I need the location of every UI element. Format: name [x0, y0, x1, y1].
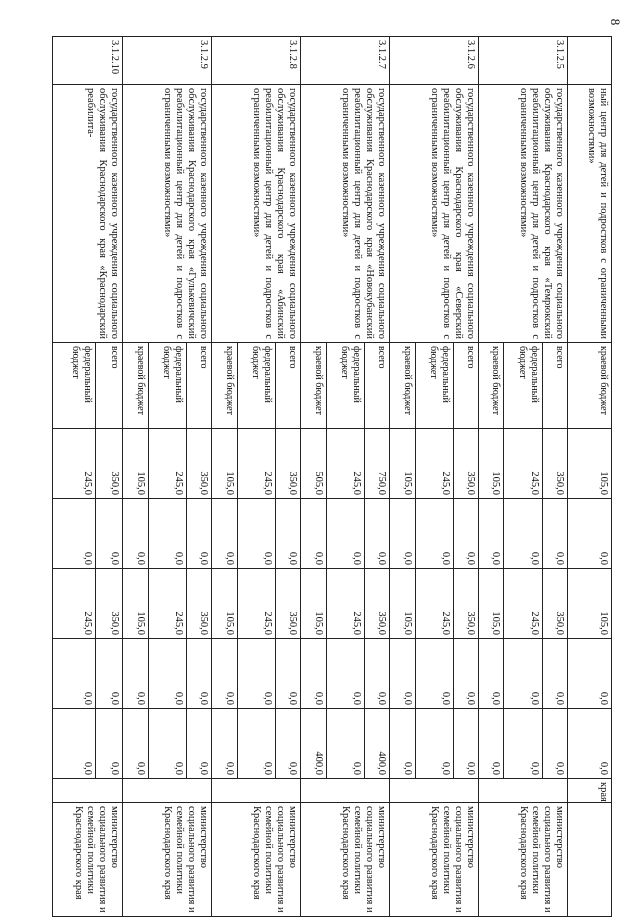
- amount-year-1: 0,0: [53, 499, 96, 569]
- funding-source: федеральный бюджет: [415, 343, 454, 429]
- amount-year-3: 0,0: [542, 639, 567, 709]
- amount-year-4: 0,0: [326, 709, 365, 779]
- amount-year-1: 0,0: [326, 499, 365, 569]
- amount-year-3: 0,0: [479, 639, 504, 709]
- funding-source: всего: [276, 343, 301, 429]
- amount-year-3: 0,0: [53, 639, 96, 709]
- amount-total: 105,0: [212, 429, 237, 499]
- amount-year-1: 0,0: [212, 499, 237, 569]
- activity-number: 3.1.2.9: [123, 37, 212, 85]
- activity-description: государственного казенного учреждения социального обслуживания Краснодарского края «Гулькевичский реабилитационный центр для детей и подростков с ограниченными возможностями»: [123, 85, 212, 343]
- expected-result: [479, 779, 568, 803]
- table-row: [454, 37, 479, 917]
- responsible-executor: министерство социального развития и семейной политики Краснодарского края: [123, 803, 212, 917]
- amount-year-2: 350,0: [187, 569, 212, 639]
- funding-source: всего: [365, 343, 390, 429]
- amount-year-4: 0,0: [390, 709, 415, 779]
- amount-year-1: 0,0: [276, 499, 301, 569]
- amount-year-3: 0,0: [326, 639, 365, 709]
- amount-total: 105,0: [568, 429, 612, 499]
- activity-number: 3.1.2.5: [479, 37, 568, 85]
- amount-year-1: 0,0: [390, 499, 415, 569]
- amount-year-2: 245,0: [148, 569, 187, 639]
- amount-total: 245,0: [504, 429, 543, 499]
- amount-year-3: 0,0: [148, 639, 187, 709]
- amount-year-3: 0,0: [237, 639, 276, 709]
- amount-year-4: 0,0: [479, 709, 504, 779]
- amount-total: 245,0: [148, 429, 187, 499]
- amount-year-1: 0,0: [479, 499, 504, 569]
- table-row: [276, 37, 301, 917]
- amount-year-3: 0,0: [187, 639, 212, 709]
- funding-source: краевой бюджет: [212, 343, 237, 429]
- amount-year-1: 0,0: [95, 499, 123, 569]
- responsible-executor: министерство социального развития и семейной политики Краснодарского края: [301, 803, 390, 917]
- amount-year-4: 0,0: [237, 709, 276, 779]
- expected-result: [123, 779, 212, 803]
- amount-year-2: 245,0: [53, 569, 96, 639]
- activity-number: 3.1.2.8: [212, 37, 301, 85]
- amount-year-4: 0,0: [187, 709, 212, 779]
- amount-year-2: 105,0: [479, 569, 504, 639]
- program-activities-table: [52, 36, 612, 917]
- amount-year-2: 350,0: [365, 569, 390, 639]
- table-row: [95, 37, 123, 917]
- amount-total: 245,0: [415, 429, 454, 499]
- page-number: 8: [608, 18, 623, 26]
- amount-total: 505,0: [301, 429, 326, 499]
- responsible-executor: министерство социального развития и семейной политики Краснодарского края: [53, 803, 124, 917]
- amount-year-4: 0,0: [542, 709, 567, 779]
- responsible-executor: министерство социального развития и семейной политики Краснодарского края: [212, 803, 301, 917]
- amount-year-1: 0,0: [504, 499, 543, 569]
- table-row: [365, 37, 390, 917]
- amount-year-3: 0,0: [95, 639, 123, 709]
- funding-source: федеральный бюджет: [148, 343, 187, 429]
- table-row: [187, 37, 212, 917]
- amount-year-4: 0,0: [148, 709, 187, 779]
- amount-year-3: 0,0: [301, 639, 326, 709]
- table-row: [568, 37, 612, 917]
- amount-year-1: 0,0: [301, 499, 326, 569]
- amount-total: 245,0: [237, 429, 276, 499]
- funding-source: федеральный бюджет: [237, 343, 276, 429]
- amount-year-2: 245,0: [504, 569, 543, 639]
- amount-total: 105,0: [479, 429, 504, 499]
- activity-description: государственного казенного учреждения социального обслуживания Краснодарского края «Темрюкский реабилитационный центр для детей и подростков с ограниченными возможностями»: [479, 85, 568, 343]
- table-body: [53, 37, 612, 917]
- funding-source: федеральный бюджет: [504, 343, 543, 429]
- amount-year-3: 0,0: [365, 639, 390, 709]
- funding-source: федеральный бюджет: [53, 343, 96, 429]
- amount-year-3: 0,0: [568, 639, 612, 709]
- amount-total: 350,0: [95, 429, 123, 499]
- amount-year-2: 105,0: [123, 569, 148, 639]
- amount-year-3: 0,0: [390, 639, 415, 709]
- funding-source: краевой бюджет: [301, 343, 326, 429]
- activity-description: государственного казенного учреждения социального обслуживания Краснодарского края «Абинский реабилитационный центр для детей и подростков с ограниченными возможностями»: [212, 85, 301, 343]
- funding-source: всего: [95, 343, 123, 429]
- amount-year-2: 105,0: [301, 569, 326, 639]
- amount-year-4: 0,0: [276, 709, 301, 779]
- amount-year-1: 0,0: [148, 499, 187, 569]
- activity-description: государственного казенного учреждения социального обслуживания Краснодарского края «Новокубанский реабилитационный центр для детей и подростков с ограниченными возможностями»: [301, 85, 390, 343]
- amount-year-4: 0,0: [53, 709, 96, 779]
- funding-source: краевой бюджет: [123, 343, 148, 429]
- responsible-executor: министерство социального развития и семейной политики Краснодарского края: [390, 803, 479, 917]
- expected-result: [212, 779, 301, 803]
- expected-result: [390, 779, 479, 803]
- amount-year-4: 0,0: [454, 709, 479, 779]
- funding-source: федеральный бюджет: [326, 343, 365, 429]
- expected-result: [301, 779, 390, 803]
- amount-year-2: 105,0: [568, 569, 612, 639]
- amount-year-2: 245,0: [326, 569, 365, 639]
- amount-year-2: 350,0: [454, 569, 479, 639]
- activity-description: государственного казенного учреждения социального обслуживания Краснодарского края «Краснодарский реабилита-: [53, 85, 124, 343]
- amount-year-2: 245,0: [237, 569, 276, 639]
- amount-total: 350,0: [187, 429, 212, 499]
- amount-year-4: 0,0: [123, 709, 148, 779]
- amount-year-1: 0,0: [542, 499, 567, 569]
- amount-year-4: 0,0: [95, 709, 123, 779]
- amount-total: 350,0: [276, 429, 301, 499]
- amount-year-3: 0,0: [454, 639, 479, 709]
- amount-total: 245,0: [53, 429, 96, 499]
- funding-source: краевой бюджет: [479, 343, 504, 429]
- activity-description: государственного казенного учреждения социального обслуживания Краснодарского края «Северский реабилитационный центр для детей и подростков с ограниченными возможностями»: [390, 85, 479, 343]
- amount-year-3: 0,0: [504, 639, 543, 709]
- expected-result: края: [568, 779, 612, 803]
- responsible-executor: [568, 803, 612, 917]
- amount-year-4: 0,0: [415, 709, 454, 779]
- funding-source: краевой бюджет: [568, 343, 612, 429]
- activity-description: ный центр для детей и подростков с ограниченными возможностями»: [568, 85, 612, 343]
- funding-source: краевой бюджет: [390, 343, 415, 429]
- amount-year-2: 350,0: [276, 569, 301, 639]
- funding-source: всего: [187, 343, 212, 429]
- table-row: [542, 37, 567, 917]
- amount-year-2: 105,0: [390, 569, 415, 639]
- amount-year-1: 0,0: [415, 499, 454, 569]
- amount-year-4: 0,0: [504, 709, 543, 779]
- amount-year-2: 245,0: [415, 569, 454, 639]
- amount-year-1: 0,0: [365, 499, 390, 569]
- amount-year-3: 0,0: [415, 639, 454, 709]
- amount-total: 350,0: [542, 429, 567, 499]
- funding-source: всего: [542, 343, 567, 429]
- amount-year-4: 400,0: [301, 709, 326, 779]
- amount-total: 350,0: [454, 429, 479, 499]
- amount-total: 105,0: [123, 429, 148, 499]
- activity-number: 3.1.2.10: [53, 37, 124, 85]
- amount-year-3: 0,0: [212, 639, 237, 709]
- amount-total: 245,0: [326, 429, 365, 499]
- amount-year-1: 0,0: [237, 499, 276, 569]
- activity-number: 3.1.2.7: [301, 37, 390, 85]
- amount-year-4: 0,0: [212, 709, 237, 779]
- expected-result: [53, 779, 124, 803]
- rotated-sheet: [52, 36, 612, 916]
- activity-number: [568, 37, 612, 85]
- amount-year-4: 0,0: [568, 709, 612, 779]
- amount-year-1: 0,0: [187, 499, 212, 569]
- amount-year-1: 0,0: [454, 499, 479, 569]
- amount-year-1: 0,0: [123, 499, 148, 569]
- amount-year-1: 0,0: [568, 499, 612, 569]
- funding-source: всего: [454, 343, 479, 429]
- responsible-executor: министерство социального развития и семейной политики Краснодарского края: [479, 803, 568, 917]
- amount-year-4: 400,0: [365, 709, 390, 779]
- amount-year-3: 0,0: [123, 639, 148, 709]
- amount-year-2: 105,0: [212, 569, 237, 639]
- amount-total: 750,0: [365, 429, 390, 499]
- activity-number: 3.1.2.6: [390, 37, 479, 85]
- amount-year-2: 350,0: [95, 569, 123, 639]
- amount-year-2: 350,0: [542, 569, 567, 639]
- amount-total: 105,0: [390, 429, 415, 499]
- amount-year-3: 0,0: [276, 639, 301, 709]
